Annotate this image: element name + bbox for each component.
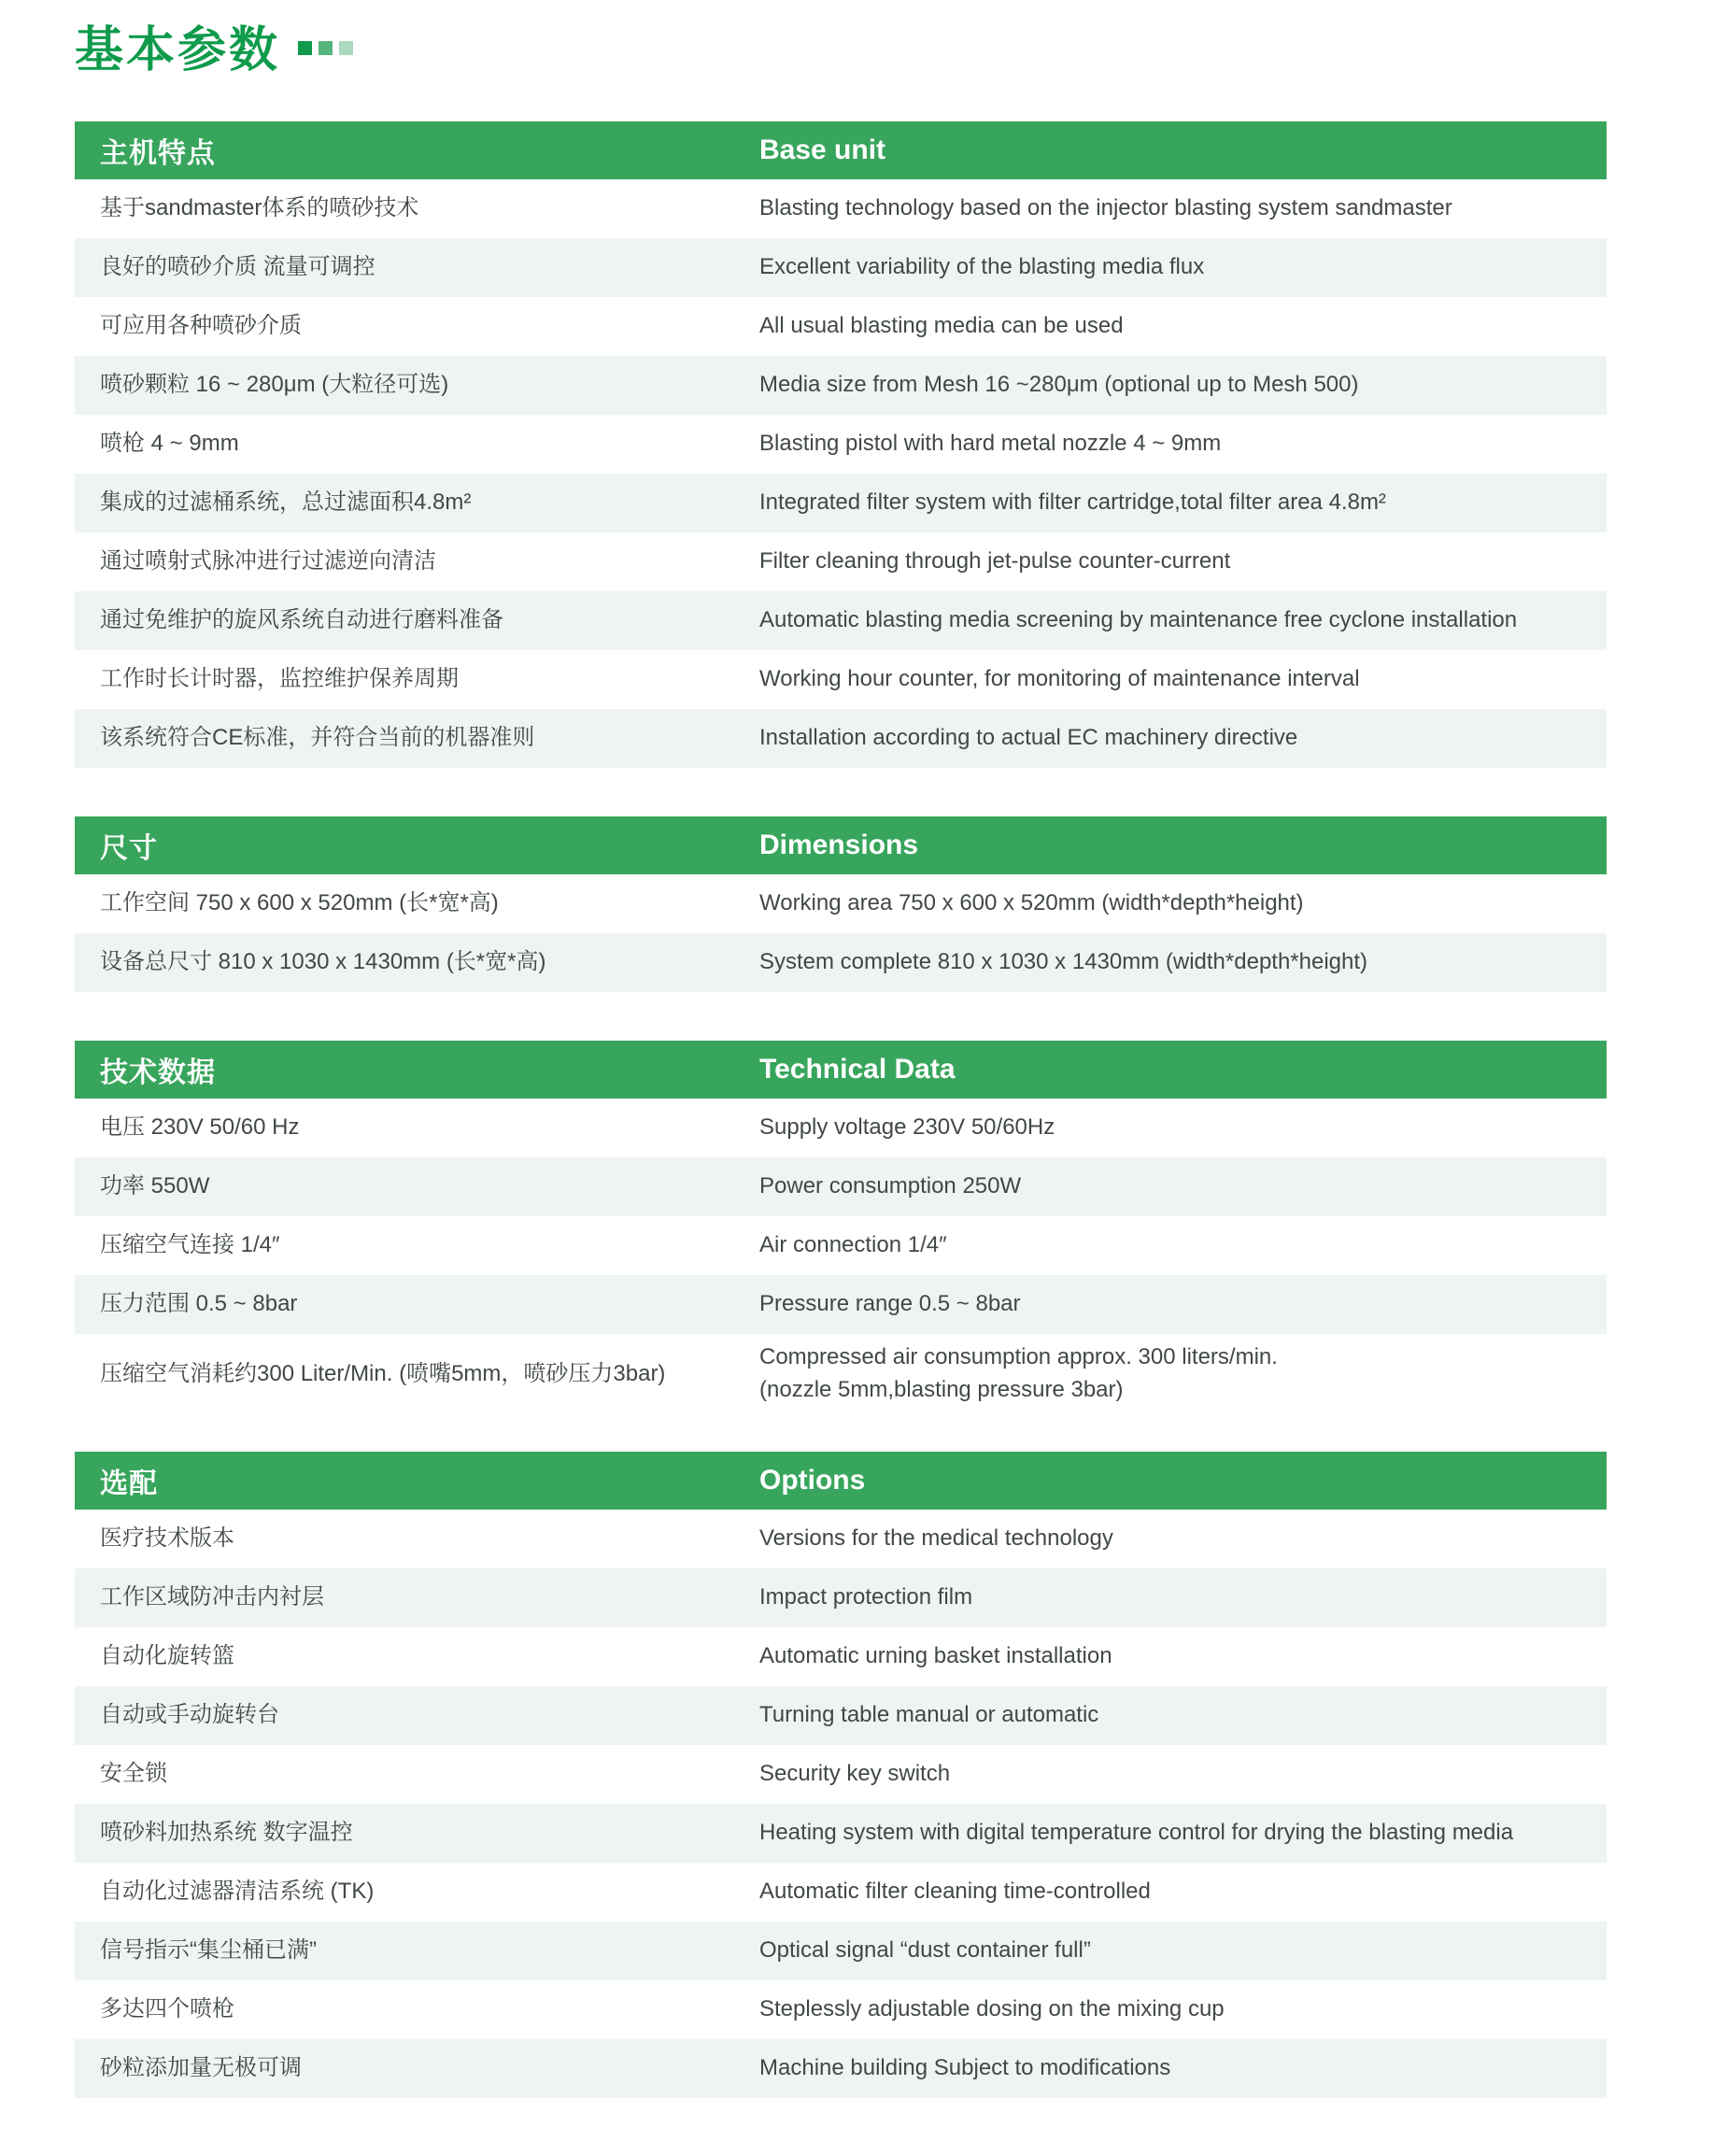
section-header: [75, 816, 1607, 874]
table-row: [75, 709, 1607, 768]
section-header-en: Options: [759, 1464, 866, 1496]
row-text-line: System complete 810 x 1030 x 1430mm (width*depth*height): [759, 949, 1368, 975]
row-cell-zh: 工作区域防冲击内衬层: [100, 1584, 324, 1610]
row-text-line: Blasting technology based on the injector blasting system sandmaster: [759, 195, 1452, 221]
section-header: [75, 1041, 1607, 1099]
row-cell-zh: 喷砂料加热系统 数字温控: [100, 1820, 353, 1846]
title-decor-squares: [291, 41, 353, 55]
row-cell-zh: 多达四个喷枪: [100, 1996, 234, 2022]
row-text-line: Supply voltage 230V 50/60Hz: [759, 1114, 1055, 1141]
row-cell-en: [759, 546, 1607, 578]
row-cell-zh: 医疗技术版本: [100, 1525, 234, 1552]
row-cell-zh: 可应用各种喷砂介质: [100, 313, 302, 339]
row-text-line: Automatic blasting media screening by maintenance free cyclone installation: [759, 607, 1518, 633]
table-row: [75, 1980, 1607, 2039]
row-text-line: Excellent variability of the blasting media flux: [759, 254, 1205, 280]
row-cell-zh: 集成的过滤桶系统，总过滤面积4.8m²: [100, 489, 472, 516]
row-cell-zh: 该系统符合CE标准，并符合当前的机器准则: [100, 725, 535, 751]
row-text-line: Turning table manual or automatic: [759, 1701, 1099, 1727]
row-text-line: Automatic urning basket installation: [759, 1642, 1112, 1668]
table-row: [75, 874, 1607, 933]
decor-square-light-icon: [339, 41, 353, 55]
row-cell-en: [759, 192, 1607, 225]
row-text-line: Installation according to actual EC machinery directive: [759, 725, 1298, 751]
row-cell-en: [759, 1341, 1607, 1407]
row-text-line: Automatic filter cleaning time-controlled: [759, 1878, 1151, 1904]
row-cell-zh: 喷砂颗粒 16 ~ 280μm (大粒径可选): [100, 372, 449, 398]
table-row: [75, 1099, 1607, 1157]
section-header-en: Base unit: [759, 135, 886, 166]
table-row: [75, 1863, 1607, 1922]
table-row: [75, 2039, 1607, 2098]
row-text-line: Steplessly adjustable dosing on the mixing cup: [759, 1995, 1225, 2021]
row-text-line: Heating system with digital temperature control for drying the blasting media: [759, 1819, 1514, 1845]
row-text-line: Pressure range 0.5 ~ 8bar: [759, 1291, 1021, 1317]
table-row: [75, 297, 1607, 356]
section-header-zh: 选配: [100, 1468, 158, 1499]
row-cell-en: [759, 1699, 1607, 1732]
spec-section-3: [75, 1452, 1607, 2098]
row-cell-en: [759, 2052, 1607, 2085]
table-row: [75, 650, 1607, 709]
section-header-en: Technical Data: [759, 1054, 956, 1085]
table-row: [75, 474, 1607, 532]
table-row: [75, 1568, 1607, 1627]
row-cell-en: [759, 1229, 1607, 1262]
row-text-line: Power consumption 250W: [759, 1173, 1022, 1199]
table-row: [75, 1804, 1607, 1863]
row-cell-zh: 工作时长计时器，监控维护保养周期: [100, 666, 459, 692]
section-header-en: Dimensions: [759, 830, 919, 861]
page-title-row: [75, 24, 1728, 78]
row-text-line: Media size from Mesh 16 ~280μm (optional up to Mesh 500): [759, 372, 1359, 398]
row-cell-en: [759, 428, 1607, 461]
row-cell-en: [759, 946, 1607, 979]
row-cell-en: [759, 1758, 1607, 1791]
row-cell-zh: 功率 550W: [100, 1173, 210, 1199]
row-text-line: Compressed air consumption approx. 300 liters/min.: [759, 1344, 1278, 1370]
row-cell-zh: 自动化过滤器清洁系统 (TK): [100, 1879, 375, 1905]
row-text-line: Optical signal “dust container full”: [759, 1936, 1091, 1963]
row-cell-en: [759, 487, 1607, 519]
decor-square-dark-icon: [298, 41, 312, 55]
row-cell-en: [759, 722, 1607, 755]
row-text-line: Blasting pistol with hard metal nozzle 4 ~ 9mm: [759, 431, 1222, 457]
table-row: [75, 179, 1607, 238]
section-header-zh: 技术数据: [100, 1057, 216, 1089]
row-cell-en: [759, 251, 1607, 284]
table-row: [75, 933, 1607, 992]
spec-section-1: [75, 816, 1607, 992]
row-cell-zh: 自动化旋转篮: [100, 1643, 234, 1669]
spec-section-0: [75, 121, 1607, 768]
row-cell-en: [759, 369, 1607, 402]
row-cell-en: [759, 887, 1607, 920]
row-text-line: Integrated filter system with filter cartridge,total filter area 4.8m²: [759, 489, 1386, 516]
row-cell-en: [759, 1112, 1607, 1144]
section-header: [75, 121, 1607, 179]
row-text-line: Security key switch: [759, 1760, 951, 1786]
row-cell-zh: 砂粒添加量无极可调: [100, 2055, 302, 2081]
row-cell-zh: 压缩空气连接 1/4″: [100, 1232, 280, 1258]
table-row: [75, 1922, 1607, 1980]
row-text-line: Working hour counter, for monitoring of maintenance interval: [759, 666, 1360, 692]
row-cell-zh: 安全锁: [100, 1761, 167, 1787]
row-cell-zh: 压力范围 0.5 ~ 8bar: [100, 1291, 298, 1317]
row-cell-zh: 自动或手动旋转台: [100, 1702, 279, 1728]
table-row: [75, 238, 1607, 297]
row-cell-zh: 良好的喷砂介质 流量可调控: [100, 254, 375, 280]
row-text-line: Filter cleaning through jet-pulse counter-current: [759, 548, 1231, 574]
row-cell-en: [759, 604, 1607, 637]
table-row: [75, 591, 1607, 650]
row-text-line: Versions for the medical technology: [759, 1525, 1113, 1551]
table-row: [75, 415, 1607, 474]
row-cell-en: [759, 663, 1607, 696]
row-cell-en: [759, 1817, 1607, 1850]
row-cell-en: [759, 1170, 1607, 1203]
table-row: [75, 356, 1607, 415]
row-text-line: Air connection 1/4″: [759, 1232, 947, 1258]
row-cell-en: [759, 1288, 1607, 1321]
spec-section-2: [75, 1041, 1607, 1414]
page-title: 基本参数: [75, 23, 281, 78]
row-cell-zh: 信号指示“集尘桶已满”: [100, 1937, 317, 1964]
table-row: [75, 1275, 1607, 1334]
table-row: [75, 1157, 1607, 1216]
row-cell-zh: 电压 230V 50/60 Hz: [100, 1114, 300, 1141]
section-header-zh: 尺寸: [100, 833, 158, 865]
section-header-zh: 主机特点: [100, 138, 216, 170]
row-cell-zh: 基于sandmaster体系的喷砂技术: [100, 195, 419, 221]
table-row: [75, 1216, 1607, 1275]
row-cell-en: [759, 1993, 1607, 2026]
table-row: [75, 1745, 1607, 1804]
row-cell-zh: 通过喷射式脉冲进行过滤逆向清洁: [100, 548, 436, 574]
row-cell-zh: 工作空间 750 x 600 x 520mm (长*宽*高): [100, 890, 499, 916]
spec-tables: [75, 121, 1607, 2098]
row-text-line: Impact protection film: [759, 1583, 973, 1610]
row-text-line: (nozzle 5mm,blasting pressure 3bar): [759, 1376, 1124, 1402]
row-cell-zh: 设备总尺寸 810 x 1030 x 1430mm (长*宽*高): [100, 949, 546, 975]
row-cell-en: [759, 1876, 1607, 1908]
row-cell-en: [759, 1582, 1607, 1614]
row-cell-en: [759, 1640, 1607, 1673]
table-row: [75, 532, 1607, 591]
row-cell-en: [759, 1935, 1607, 1967]
row-cell-zh: 通过免维护的旋风系统自动进行磨料准备: [100, 607, 503, 633]
row-cell-zh: 压缩空气消耗约300 Liter/Min. (喷嘴5mm，喷砂压力3bar): [100, 1360, 666, 1386]
table-row: [75, 1334, 1607, 1414]
table-row: [75, 1510, 1607, 1568]
row-text-line: Working area 750 x 600 x 520mm (width*depth*height): [759, 890, 1304, 916]
table-row: [75, 1686, 1607, 1745]
row-cell-en: [759, 310, 1607, 343]
row-cell-en: [759, 1523, 1607, 1555]
row-cell-zh: 喷枪 4 ~ 9mm: [100, 431, 239, 457]
decor-square-medium-icon: [319, 41, 333, 55]
section-header: [75, 1452, 1607, 1510]
table-row: [75, 1627, 1607, 1686]
row-text-line: All usual blasting media can be used: [759, 313, 1124, 339]
row-text-line: Machine building Subject to modifications: [759, 2054, 1171, 2080]
